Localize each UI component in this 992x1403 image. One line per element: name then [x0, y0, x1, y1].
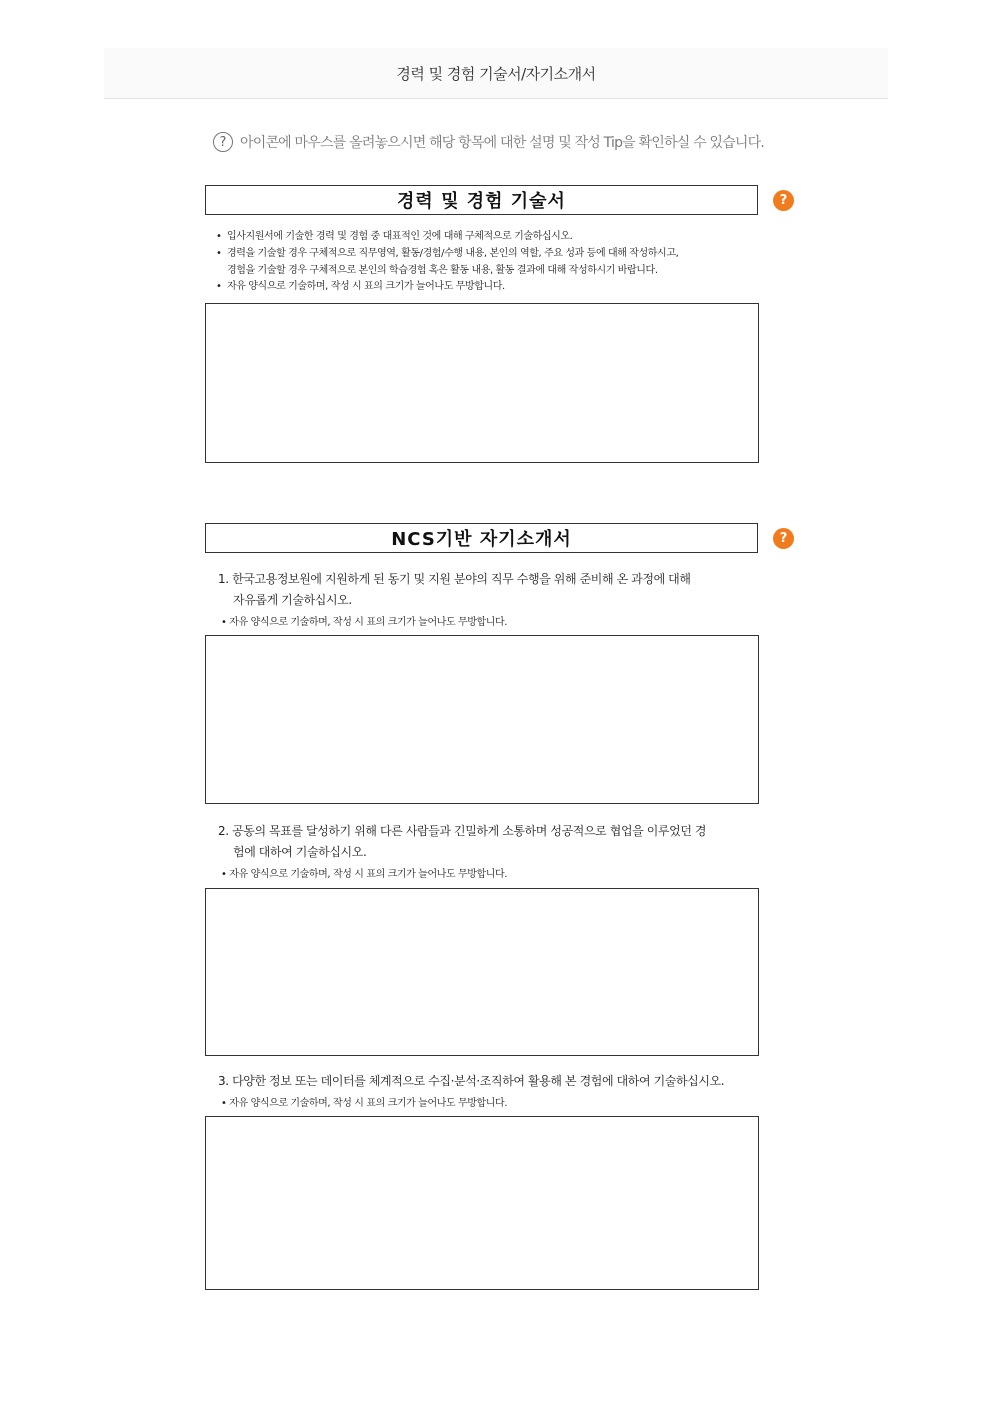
bullet: • — [216, 247, 222, 259]
ncs-tip-icon[interactable]: ? — [773, 528, 794, 549]
question-text: 2. 공동의 목표를 달성하기 위해 다른 사람들과 긴밀하게 소통하며 성공적으로 협업을 이루었던 경 — [218, 824, 707, 838]
guide-text: 경력을 기술할 경우 구체적으로 직무영역, 활동/경험/수행 내용, 본인의 역할, 주요 성과 등에 대해 작성하시고, — [227, 247, 679, 259]
guide-item — [216, 246, 761, 263]
question-3 — [218, 1071, 758, 1092]
question-text: 3. 다양한 정보 또는 데이터를 체계적으로 수집·분석·조직하여 활용해 본 경험에 대하여 기술하십시오. — [218, 1074, 725, 1088]
question-text-continued: 험에 대하여 기술하십시오. — [233, 845, 367, 859]
experience-section-header — [205, 185, 758, 215]
experience-guide — [216, 229, 761, 296]
question-1-answer-field[interactable] — [205, 635, 759, 804]
question-1-note: • 자유 양식으로 기술하며, 작성 시 표의 크기가 늘어나도 무방합니다. — [221, 617, 508, 628]
guide-item — [216, 279, 761, 296]
ncs-section-header — [205, 523, 758, 553]
help-circle-icon: ? — [213, 132, 233, 152]
page-header — [104, 48, 888, 99]
guide-text: 자유 양식으로 기술하며, 작성 시 표의 크기가 늘어나도 무방합니다. — [227, 281, 505, 293]
experience-tip-icon[interactable]: ? — [773, 190, 794, 211]
guide-item — [216, 229, 761, 246]
question-2-answer-field[interactable] — [205, 888, 759, 1056]
info-text: 아이콘에 마우스를 올려놓으시면 해당 항목에 대한 설명 및 작성 Tip을 확인하실 수 있습니다. — [240, 135, 765, 151]
question-1 — [218, 569, 758, 611]
ncs-section-title: NCS기반 자기소개서 — [391, 529, 572, 550]
experience-answer-field[interactable] — [205, 303, 759, 463]
page-title: 경력 및 경험 기술서/자기소개서 — [396, 64, 596, 83]
question-2-note: • 자유 양식으로 기술하며, 작성 시 표의 크기가 늘어나도 무방합니다. — [221, 869, 508, 880]
question-text-continued: 자유롭게 기술하십시오. — [233, 593, 352, 607]
question-3-note: • 자유 양식으로 기술하며, 작성 시 표의 크기가 늘어나도 무방합니다. — [221, 1098, 508, 1109]
guide-text: 입사지원서에 기술한 경력 및 경험 중 대표적인 것에 대해 구체적으로 기술하십시오. — [227, 231, 573, 242]
question-3-answer-field[interactable] — [205, 1116, 759, 1290]
guide-text-continued: 경험을 기술할 경우 구체적으로 본인의 학습경험 혹은 활동 내용, 활동 결과에 대해 작성하시기 바랍니다. — [227, 264, 658, 276]
question-2 — [218, 821, 758, 863]
bullet: • — [216, 231, 222, 242]
info-notice — [213, 130, 773, 154]
question-text: 1. 한국고용정보원에 지원하게 된 동기 및 지원 분야의 직무 수행을 위해 준비해 온 과정에 대해 — [218, 572, 691, 586]
experience-section-title: 경력 및 경험 기술서 — [397, 191, 566, 212]
bullet: • — [216, 281, 222, 293]
